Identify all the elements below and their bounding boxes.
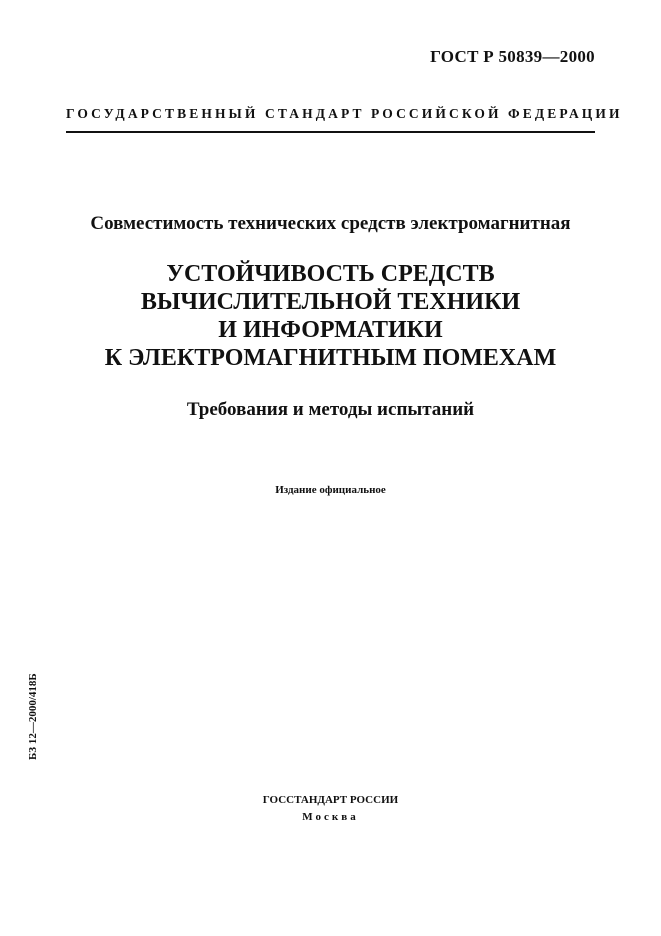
document-supertitle: Совместимость технических средств электромагнитная (90, 213, 571, 234)
main-title-line: К ЭЛЕКТРОМАГНИТНЫМ ПОМЕХАМ (104, 345, 557, 371)
main-title-line: УСТОЙЧИВОСТЬ СРЕДСТВ (166, 261, 495, 287)
standard-number: ГОСТ Р 50839—2000 (430, 47, 595, 66)
main-title-line: ВЫЧИСЛИТЕЛЬНОЙ ТЕХНИКИ (140, 289, 521, 315)
main-title-line: И ИНФОРМАТИКИ (218, 317, 443, 343)
document-subtitle: Требования и методы испытаний (186, 399, 475, 420)
publisher-name: ГОССТАНДАРТ РОССИИ (262, 794, 399, 806)
publisher-city: Москва (302, 811, 359, 823)
document-main-title (0, 260, 661, 372)
edition-note: Издание официальное (275, 484, 386, 496)
organization-title: ГОСУДАРСТВЕННЫЙ СТАНДАРТ РОССИЙСКОЙ ФЕДЕРАЦИИ (66, 106, 623, 121)
header-divider (66, 131, 595, 133)
side-catalog-code: БЗ 12—2000/418Б (27, 673, 39, 760)
